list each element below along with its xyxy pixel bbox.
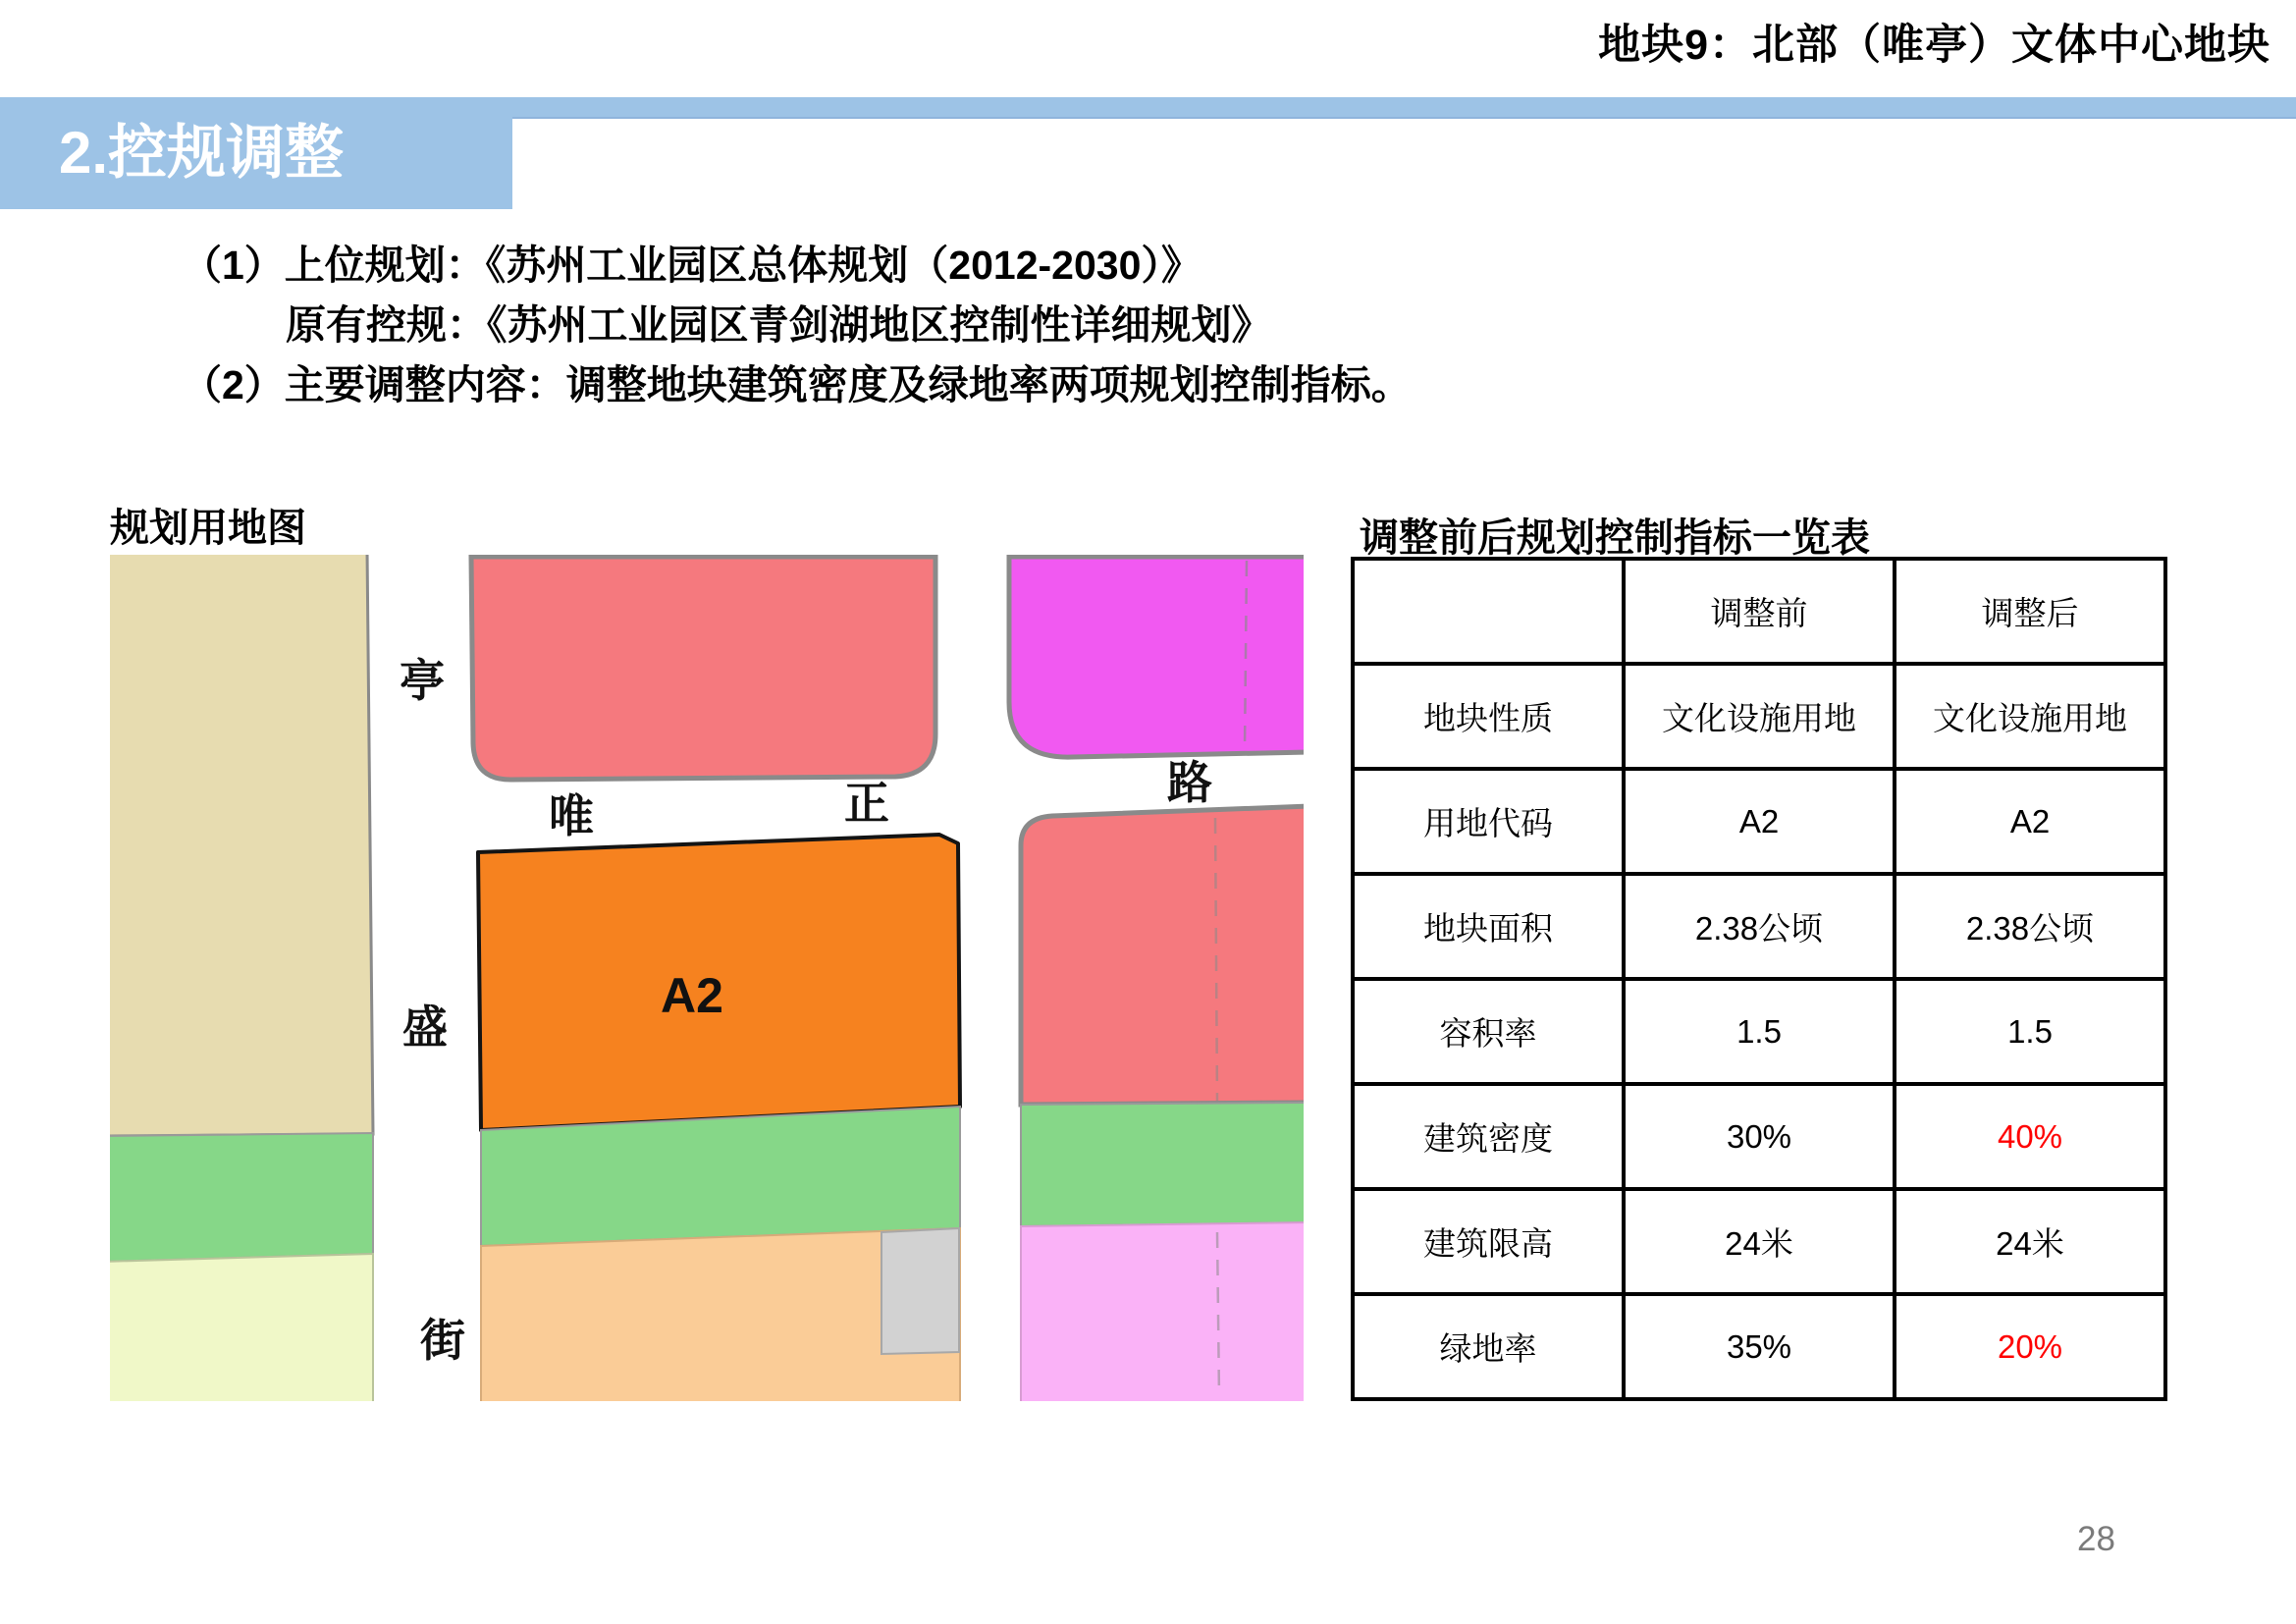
section-title: 2.控规调整 [59,120,345,186]
after-value-cell: 2.38公顷 [1895,874,2165,979]
indicators-table-body [1353,559,2165,1399]
map-caption: 规划用地图 [110,507,306,550]
parcel-salmon-right [1021,806,1304,1105]
before-value-cell: A2 [1624,769,1895,874]
body-line-3: （2）主要调整内容：调整地块建筑密度及绿地率两项规划控制指标。 [182,362,1412,407]
before-value-cell: 2.38公顷 [1624,874,1895,979]
plot-code-label: A2 [661,968,723,1023]
row-label-cell: 容积率 [1353,979,1624,1084]
after-value-cell: 文化设施用地 [1895,664,2165,769]
table-row [1353,664,2165,769]
street-label-jie: 街 [420,1315,465,1366]
after-value-cell: A2 [1895,769,2165,874]
body-line-1: （1）上位规划：《苏州工业园区总体规划（2012-2030）》 [182,243,1201,288]
table-row [1353,1189,2165,1294]
page-number: 28 [2077,1520,2115,1558]
after-value-cell: 24米 [1895,1189,2165,1294]
after-value-cell: 20% [1895,1294,2165,1399]
row-label-cell: 地块性质 [1353,664,1624,769]
parcel-green-left [110,1133,373,1262]
body-line-2: 原有控规：《苏州工业园区青剑湖地区控制性详细规划》 [286,302,1272,348]
parcel-green-right [1021,1103,1304,1226]
before-value-cell: 30% [1624,1084,1895,1189]
street-label-sheng: 盛 [402,1001,448,1053]
table-corner-cell [1353,559,1624,664]
before-value-cell: 文化设施用地 [1624,664,1895,769]
row-label-cell: 绿地率 [1353,1294,1624,1399]
before-value-cell: 24米 [1624,1189,1895,1294]
row-label-cell: 地块面积 [1353,874,1624,979]
table-header-row [1353,559,2165,664]
parcel-light-yellow [110,1254,373,1401]
section-title-bar [0,97,512,209]
table-column-header: 调整后 [1895,559,2165,664]
before-value-cell: 35% [1624,1294,1895,1399]
street-label-ting: 亭 [400,655,445,706]
parcel-salmon-center [471,557,935,780]
street-label-zheng: 正 [844,778,889,829]
parcel-tan [110,555,373,1136]
table-row [1353,874,2165,979]
row-label-cell: 用地代码 [1353,769,1624,874]
table-row [1353,1084,2165,1189]
parcel-gray [881,1228,959,1354]
table-column-header: 调整前 [1624,559,1895,664]
parcel-pink [1021,1222,1304,1401]
street-label-wei: 唯 [549,790,594,841]
plot-header-title: 地块9：北部（唯亭）文体中心地块 [1598,22,2270,69]
indicators-table [1351,557,2167,1401]
land-use-map [110,555,1304,1401]
row-label-cell: 建筑限高 [1353,1189,1624,1294]
before-value-cell: 1.5 [1624,979,1895,1084]
row-label-cell: 建筑密度 [1353,1084,1624,1189]
land-use-map-svg [110,555,1304,1401]
table-caption: 调整前后规划控制指标一览表 [1360,516,1870,560]
after-value-cell: 40% [1895,1084,2165,1189]
body-text [182,236,1412,415]
parcel-magenta [1009,557,1304,757]
table-row [1353,769,2165,874]
parcel-green-center [481,1107,960,1246]
table-row [1353,1294,2165,1399]
after-value-cell: 1.5 [1895,979,2165,1084]
street-label-lu: 路 [1167,757,1212,808]
table-row [1353,979,2165,1084]
